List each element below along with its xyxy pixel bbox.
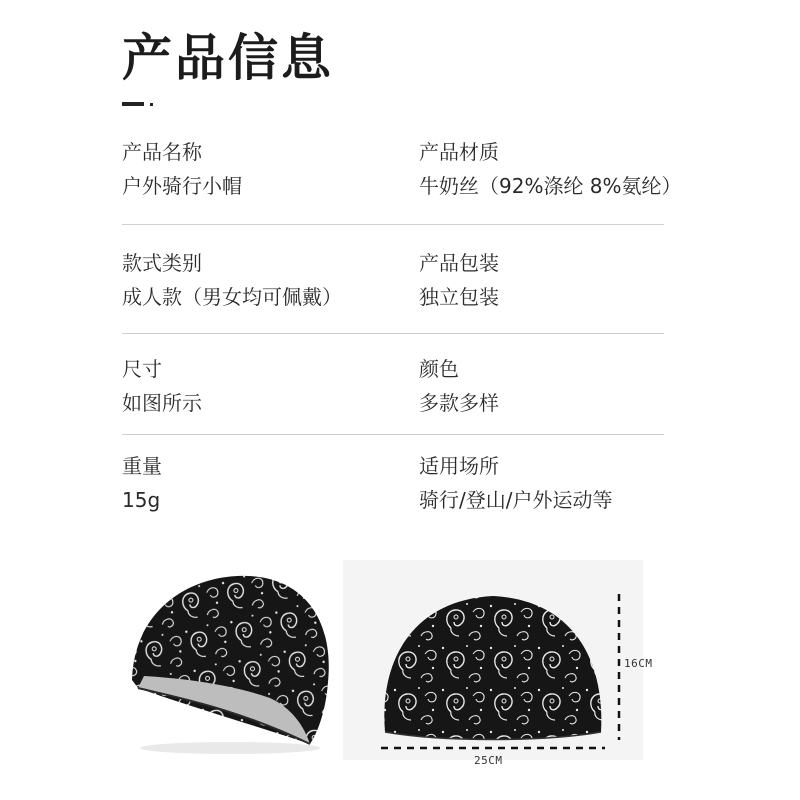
spec-cell-product-name [122,138,382,200]
spec-value: 15g [122,488,161,512]
row-divider [122,434,664,435]
spec-value: 牛奶丝（92%涤纶 8%氨纶） [419,174,682,198]
spec-label: 尺寸 [122,357,162,381]
spec-row-style-package [122,249,664,357]
spec-cell-weight [122,452,382,514]
spec-row-weight-usage [122,452,664,560]
spec-value: 户外骑行小帽 [122,174,242,198]
spec-value: 成人款（男女均可佩戴） [122,285,342,309]
spec-label: 重量 [122,454,162,478]
row-divider [122,333,664,334]
spec-value: 多款多样 [419,391,499,415]
title-underline-dot [150,103,153,106]
page-title: 产品信息 [122,29,334,87]
height-dimension-label: 16CM [624,657,653,670]
spec-cell-color [419,355,679,417]
spec-cell-size [122,355,382,417]
spec-label: 产品名称 [122,140,202,164]
spec-label: 颜色 [419,357,459,381]
spec-cell-usage [419,452,679,514]
cap-photo-front [343,560,643,780]
spec-label: 适用场所 [419,454,499,478]
spec-row-name-material [122,138,682,246]
title-underline [122,102,144,106]
cap-photo-angled [120,560,340,760]
spec-cell-style [122,249,382,311]
spec-label: 款式类别 [122,251,202,275]
spec-value: 如图所示 [122,391,202,415]
spec-label: 产品包装 [419,251,499,275]
spec-cell-package [419,249,679,311]
spec-row-size-color [122,355,664,463]
spec-cell-material [419,138,682,200]
spec-label: 产品材质 [419,140,499,164]
spec-value: 骑行/登山/户外运动等 [419,488,613,512]
spec-value: 独立包装 [419,285,499,309]
row-divider [122,224,664,225]
width-dimension-label: 25CM [474,754,503,767]
